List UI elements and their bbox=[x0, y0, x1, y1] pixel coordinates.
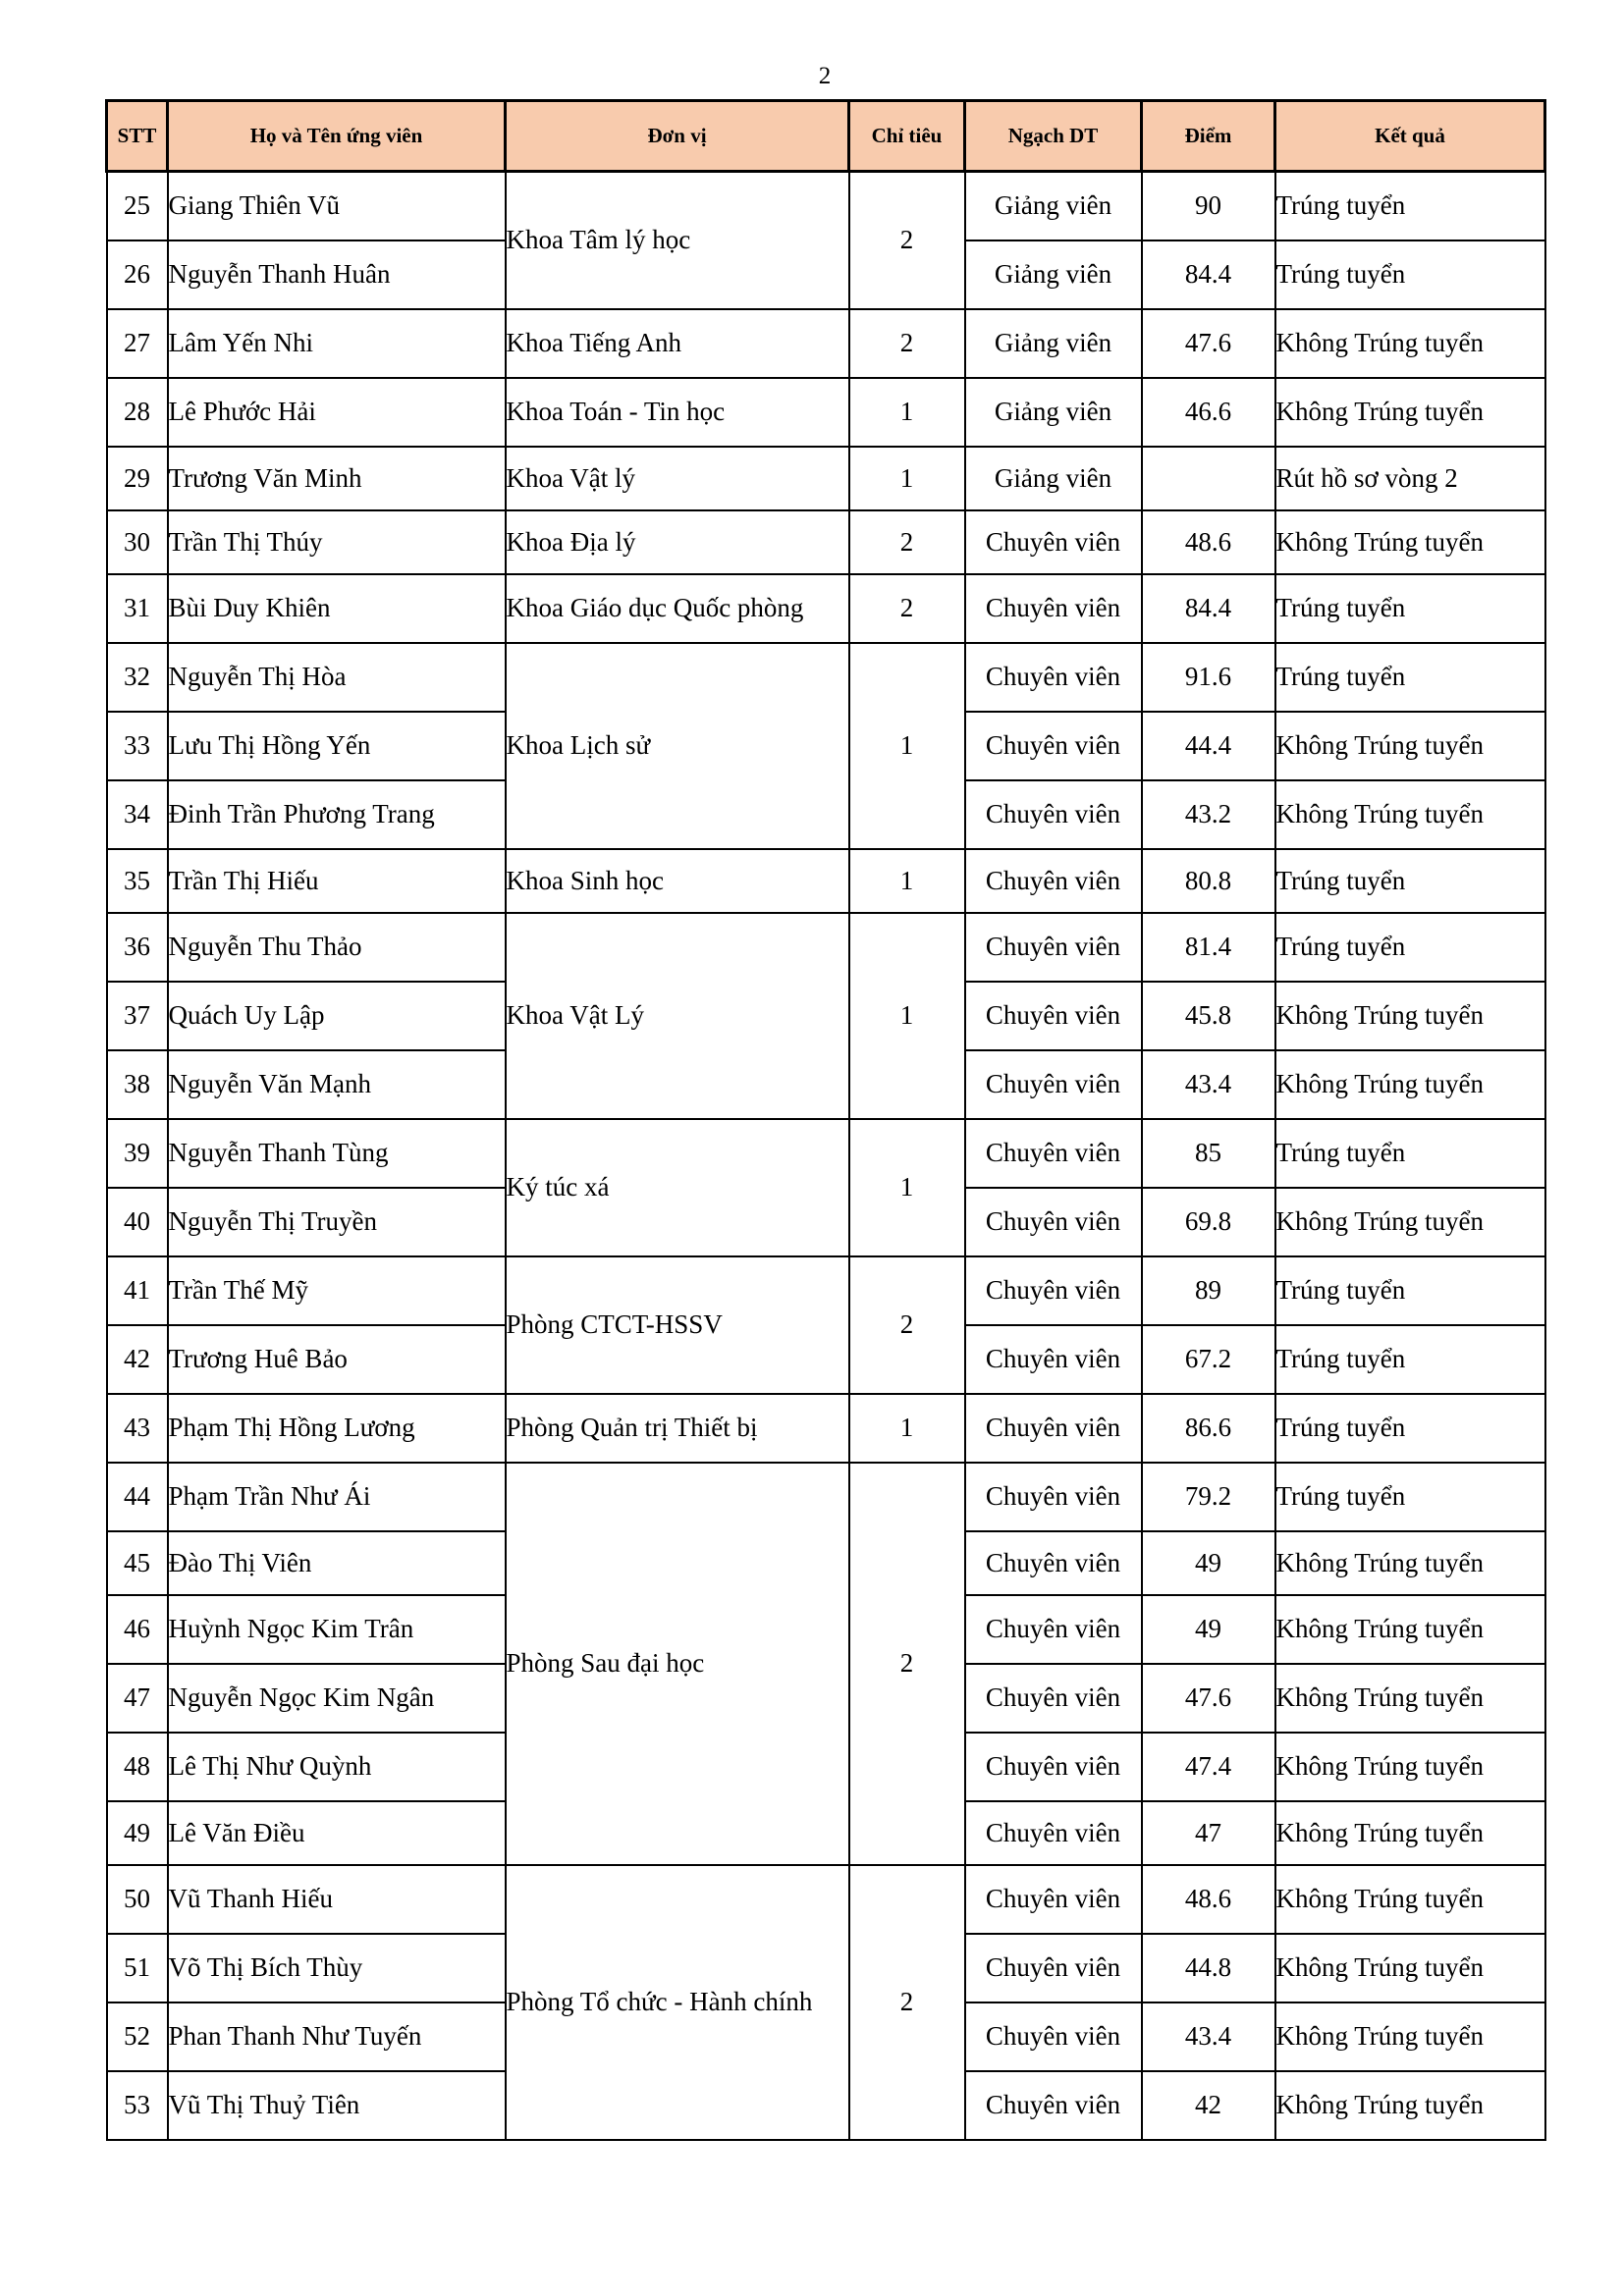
cell-rank: Chuyên viên bbox=[965, 574, 1142, 643]
cell-unit: Phòng Tổ chức - Hành chính bbox=[506, 1865, 849, 2140]
cell-stt: 48 bbox=[107, 1733, 168, 1801]
cell-stt: 35 bbox=[107, 849, 168, 913]
cell-score: 44.4 bbox=[1142, 712, 1275, 780]
cell-score: 47.4 bbox=[1142, 1733, 1275, 1801]
cell-unit: Phòng CTCT-HSSV bbox=[506, 1256, 849, 1394]
cell-quota: 1 bbox=[849, 1394, 965, 1463]
table-row bbox=[107, 510, 1545, 574]
header-score: Điểm bbox=[1142, 101, 1275, 172]
cell-stt: 47 bbox=[107, 1664, 168, 1733]
cell-unit: Phòng Quản trị Thiết bị bbox=[506, 1394, 849, 1463]
cell-rank: Chuyên viên bbox=[965, 1664, 1142, 1733]
cell-stt: 26 bbox=[107, 240, 168, 309]
cell-score: 47 bbox=[1142, 1801, 1275, 1865]
cell-stt: 49 bbox=[107, 1801, 168, 1865]
cell-score: 86.6 bbox=[1142, 1394, 1275, 1463]
cell-result: Không Trúng tuyển bbox=[1275, 1801, 1545, 1865]
cell-name: Bùi Duy Khiên bbox=[168, 574, 506, 643]
cell-result: Trúng tuyển bbox=[1275, 1325, 1545, 1394]
cell-rank: Chuyên viên bbox=[965, 1050, 1142, 1119]
cell-score: 81.4 bbox=[1142, 913, 1275, 982]
table-row bbox=[107, 1119, 1545, 1188]
cell-stt: 28 bbox=[107, 378, 168, 447]
cell-stt: 45 bbox=[107, 1531, 168, 1595]
cell-score: 42 bbox=[1142, 2071, 1275, 2140]
cell-unit: Khoa Giáo dục Quốc phòng bbox=[506, 574, 849, 643]
cell-name: Lưu Thị Hồng Yến bbox=[168, 712, 506, 780]
cell-score: 44.8 bbox=[1142, 1934, 1275, 2002]
cell-stt: 37 bbox=[107, 982, 168, 1050]
cell-name: Lâm Yến Nhi bbox=[168, 309, 506, 378]
cell-quota: 1 bbox=[849, 849, 965, 913]
cell-stt: 50 bbox=[107, 1865, 168, 1934]
cell-stt: 42 bbox=[107, 1325, 168, 1394]
cell-name: Giang Thiên Vũ bbox=[168, 172, 506, 240]
cell-rank: Chuyên viên bbox=[965, 643, 1142, 712]
cell-score: 46.6 bbox=[1142, 378, 1275, 447]
cell-score: 84.4 bbox=[1142, 574, 1275, 643]
cell-result: Không Trúng tuyển bbox=[1275, 1188, 1545, 1256]
cell-stt: 25 bbox=[107, 172, 168, 240]
cell-rank: Chuyên viên bbox=[965, 1188, 1142, 1256]
cell-result: Trúng tuyển bbox=[1275, 913, 1545, 982]
cell-name: Phạm Trần Như Ái bbox=[168, 1463, 506, 1531]
cell-score: 48.6 bbox=[1142, 1865, 1275, 1934]
cell-rank: Chuyên viên bbox=[965, 1463, 1142, 1531]
cell-result: Rút hồ sơ vòng 2 bbox=[1275, 447, 1545, 510]
cell-result: Không Trúng tuyển bbox=[1275, 982, 1545, 1050]
cell-stt: 53 bbox=[107, 2071, 168, 2140]
cell-stt: 29 bbox=[107, 447, 168, 510]
header-row bbox=[107, 101, 1545, 172]
cell-name: Trần Thị Hiếu bbox=[168, 849, 506, 913]
cell-score: 91.6 bbox=[1142, 643, 1275, 712]
cell-result: Không Trúng tuyển bbox=[1275, 1531, 1545, 1595]
cell-unit: Ký túc xá bbox=[506, 1119, 849, 1256]
cell-name: Phạm Thị Hồng Lương bbox=[168, 1394, 506, 1463]
cell-rank: Chuyên viên bbox=[965, 1733, 1142, 1801]
cell-quota: 2 bbox=[849, 1463, 965, 1865]
cell-stt: 38 bbox=[107, 1050, 168, 1119]
cell-rank: Chuyên viên bbox=[965, 1256, 1142, 1325]
cell-score: 49 bbox=[1142, 1531, 1275, 1595]
cell-name: Huỳnh Ngọc Kim Trân bbox=[168, 1595, 506, 1664]
cell-quota: 1 bbox=[849, 1119, 965, 1256]
cell-unit: Khoa Vật Lý bbox=[506, 913, 849, 1119]
cell-score: 47.6 bbox=[1142, 1664, 1275, 1733]
cell-result: Không Trúng tuyển bbox=[1275, 1733, 1545, 1801]
cell-rank: Chuyên viên bbox=[965, 1394, 1142, 1463]
cell-quota: 2 bbox=[849, 172, 965, 309]
cell-stt: 40 bbox=[107, 1188, 168, 1256]
cell-quota: 2 bbox=[849, 574, 965, 643]
cell-quota: 2 bbox=[849, 1256, 965, 1394]
cell-rank: Chuyên viên bbox=[965, 780, 1142, 849]
cell-result: Trúng tuyển bbox=[1275, 240, 1545, 309]
cell-stt: 43 bbox=[107, 1394, 168, 1463]
cell-name: Trương Huê Bảo bbox=[168, 1325, 506, 1394]
cell-result: Trúng tuyển bbox=[1275, 1394, 1545, 1463]
cell-result: Không Trúng tuyển bbox=[1275, 1865, 1545, 1934]
table-row bbox=[107, 643, 1545, 712]
cell-rank: Giảng viên bbox=[965, 240, 1142, 309]
cell-name: Đào Thị Viên bbox=[168, 1531, 506, 1595]
cell-result: Không Trúng tuyển bbox=[1275, 378, 1545, 447]
table-row bbox=[107, 849, 1545, 913]
cell-stt: 39 bbox=[107, 1119, 168, 1188]
cell-name: Trương Văn Minh bbox=[168, 447, 506, 510]
cell-rank: Chuyên viên bbox=[965, 2002, 1142, 2071]
cell-score: 43.2 bbox=[1142, 780, 1275, 849]
cell-score: 85 bbox=[1142, 1119, 1275, 1188]
cell-result: Trúng tuyển bbox=[1275, 643, 1545, 712]
cell-rank: Chuyên viên bbox=[965, 712, 1142, 780]
table-row bbox=[107, 447, 1545, 510]
cell-unit: Khoa Sinh học bbox=[506, 849, 849, 913]
cell-rank: Chuyên viên bbox=[965, 1801, 1142, 1865]
cell-rank: Chuyên viên bbox=[965, 1531, 1142, 1595]
cell-name: Lê Phước Hải bbox=[168, 378, 506, 447]
cell-rank: Chuyên viên bbox=[965, 849, 1142, 913]
cell-score: 45.8 bbox=[1142, 982, 1275, 1050]
header-rank: Ngạch DT bbox=[965, 101, 1142, 172]
cell-name: Nguyễn Thu Thảo bbox=[168, 913, 506, 982]
cell-rank: Chuyên viên bbox=[965, 1325, 1142, 1394]
cell-stt: 44 bbox=[107, 1463, 168, 1531]
cell-result: Không Trúng tuyển bbox=[1275, 510, 1545, 574]
cell-rank: Chuyên viên bbox=[965, 913, 1142, 982]
cell-score: 80.8 bbox=[1142, 849, 1275, 913]
table-row bbox=[107, 309, 1545, 378]
cell-stt: 34 bbox=[107, 780, 168, 849]
cell-result: Trúng tuyển bbox=[1275, 1119, 1545, 1188]
cell-quota: 2 bbox=[849, 309, 965, 378]
cell-rank: Chuyên viên bbox=[965, 1119, 1142, 1188]
table-row bbox=[107, 172, 1545, 240]
cell-stt: 32 bbox=[107, 643, 168, 712]
cell-name: Phan Thanh Như Tuyến bbox=[168, 2002, 506, 2071]
table-row bbox=[107, 378, 1545, 447]
cell-result: Không Trúng tuyển bbox=[1275, 780, 1545, 849]
cell-result: Không Trúng tuyển bbox=[1275, 1934, 1545, 2002]
cell-name: Lê Văn Điều bbox=[168, 1801, 506, 1865]
cell-score: 43.4 bbox=[1142, 1050, 1275, 1119]
cell-stt: 31 bbox=[107, 574, 168, 643]
header-quota: Chỉ tiêu bbox=[849, 101, 965, 172]
cell-stt: 33 bbox=[107, 712, 168, 780]
cell-result: Không Trúng tuyển bbox=[1275, 1664, 1545, 1733]
cell-quota: 1 bbox=[849, 447, 965, 510]
cell-name: Quách Uy Lập bbox=[168, 982, 506, 1050]
cell-result: Không Trúng tuyển bbox=[1275, 1050, 1545, 1119]
cell-name: Nguyễn Thanh Tùng bbox=[168, 1119, 506, 1188]
cell-quota: 1 bbox=[849, 643, 965, 849]
cell-stt: 46 bbox=[107, 1595, 168, 1664]
cell-unit: Phòng Sau đại học bbox=[506, 1463, 849, 1865]
cell-name: Vũ Thị Thuỷ Tiên bbox=[168, 2071, 506, 2140]
table-row bbox=[107, 913, 1545, 982]
cell-rank: Chuyên viên bbox=[965, 982, 1142, 1050]
header-unit: Đơn vị bbox=[506, 101, 849, 172]
cell-stt: 41 bbox=[107, 1256, 168, 1325]
cell-result: Không Trúng tuyển bbox=[1275, 712, 1545, 780]
table-row bbox=[107, 1865, 1545, 1934]
page-number: 2 bbox=[818, 63, 832, 89]
cell-stt: 27 bbox=[107, 309, 168, 378]
cell-result: Trúng tuyển bbox=[1275, 1463, 1545, 1531]
cell-name: Nguyễn Thanh Huân bbox=[168, 240, 506, 309]
cell-quota: 2 bbox=[849, 1865, 965, 2140]
cell-rank: Chuyên viên bbox=[965, 1934, 1142, 2002]
cell-score: 89 bbox=[1142, 1256, 1275, 1325]
cell-score: 48.6 bbox=[1142, 510, 1275, 574]
cell-name: Nguyễn Thị Hòa bbox=[168, 643, 506, 712]
cell-name: Trần Thị Thúy bbox=[168, 510, 506, 574]
cell-result: Không Trúng tuyển bbox=[1275, 2071, 1545, 2140]
header-name: Họ và Tên ứng viên bbox=[168, 101, 506, 172]
cell-rank: Chuyên viên bbox=[965, 2071, 1142, 2140]
cell-name: Nguyễn Ngọc Kim Ngân bbox=[168, 1664, 506, 1733]
cell-rank: Chuyên viên bbox=[965, 1595, 1142, 1664]
cell-name: Võ Thị Bích Thùy bbox=[168, 1934, 506, 2002]
cell-unit: Khoa Tâm lý học bbox=[506, 172, 849, 309]
cell-stt: 52 bbox=[107, 2002, 168, 2071]
cell-name: Trần Thế Mỹ bbox=[168, 1256, 506, 1325]
cell-score: 47.6 bbox=[1142, 309, 1275, 378]
cell-result: Trúng tuyển bbox=[1275, 172, 1545, 240]
cell-rank: Chuyên viên bbox=[965, 510, 1142, 574]
cell-rank: Giảng viên bbox=[965, 172, 1142, 240]
cell-stt: 51 bbox=[107, 1934, 168, 2002]
cell-stt: 36 bbox=[107, 913, 168, 982]
cell-name: Đinh Trần Phương Trang bbox=[168, 780, 506, 849]
cell-result: Không Trúng tuyển bbox=[1275, 1595, 1545, 1664]
cell-name: Nguyễn Văn Mạnh bbox=[168, 1050, 506, 1119]
cell-result: Trúng tuyển bbox=[1275, 849, 1545, 913]
cell-score: 90 bbox=[1142, 172, 1275, 240]
cell-result: Không Trúng tuyển bbox=[1275, 309, 1545, 378]
cell-rank: Giảng viên bbox=[965, 378, 1142, 447]
cell-score: 49 bbox=[1142, 1595, 1275, 1664]
cell-name: Lê Thị Như Quỳnh bbox=[168, 1733, 506, 1801]
cell-result: Trúng tuyển bbox=[1275, 1256, 1545, 1325]
header-stt: STT bbox=[107, 101, 168, 172]
cell-rank: Chuyên viên bbox=[965, 1865, 1142, 1934]
cell-unit: Khoa Lịch sử bbox=[506, 643, 849, 849]
cell-result: Không Trúng tuyển bbox=[1275, 2002, 1545, 2071]
table-row bbox=[107, 1463, 1545, 1531]
cell-quota: 1 bbox=[849, 913, 965, 1119]
cell-rank: Giảng viên bbox=[965, 309, 1142, 378]
cell-name: Vũ Thanh Hiếu bbox=[168, 1865, 506, 1934]
cell-rank: Giảng viên bbox=[965, 447, 1142, 510]
cell-stt: 30 bbox=[107, 510, 168, 574]
cell-quota: 2 bbox=[849, 510, 965, 574]
cell-name: Nguyễn Thị Truyền bbox=[168, 1188, 506, 1256]
cell-unit: Khoa Vật lý bbox=[506, 447, 849, 510]
table-row bbox=[107, 1394, 1545, 1463]
cell-score: 84.4 bbox=[1142, 240, 1275, 309]
results-table bbox=[105, 99, 1546, 2141]
cell-unit: Khoa Toán - Tin học bbox=[506, 378, 849, 447]
cell-score: 67.2 bbox=[1142, 1325, 1275, 1394]
table-row bbox=[107, 574, 1545, 643]
cell-result: Trúng tuyển bbox=[1275, 574, 1545, 643]
cell-quota: 1 bbox=[849, 378, 965, 447]
cell-score: 69.8 bbox=[1142, 1188, 1275, 1256]
table-row bbox=[107, 1256, 1545, 1325]
header-result: Kết quả bbox=[1275, 101, 1545, 172]
cell-score bbox=[1142, 447, 1275, 510]
cell-unit: Khoa Địa lý bbox=[506, 510, 849, 574]
cell-score: 43.4 bbox=[1142, 2002, 1275, 2071]
cell-unit: Khoa Tiếng Anh bbox=[506, 309, 849, 378]
cell-score: 79.2 bbox=[1142, 1463, 1275, 1531]
